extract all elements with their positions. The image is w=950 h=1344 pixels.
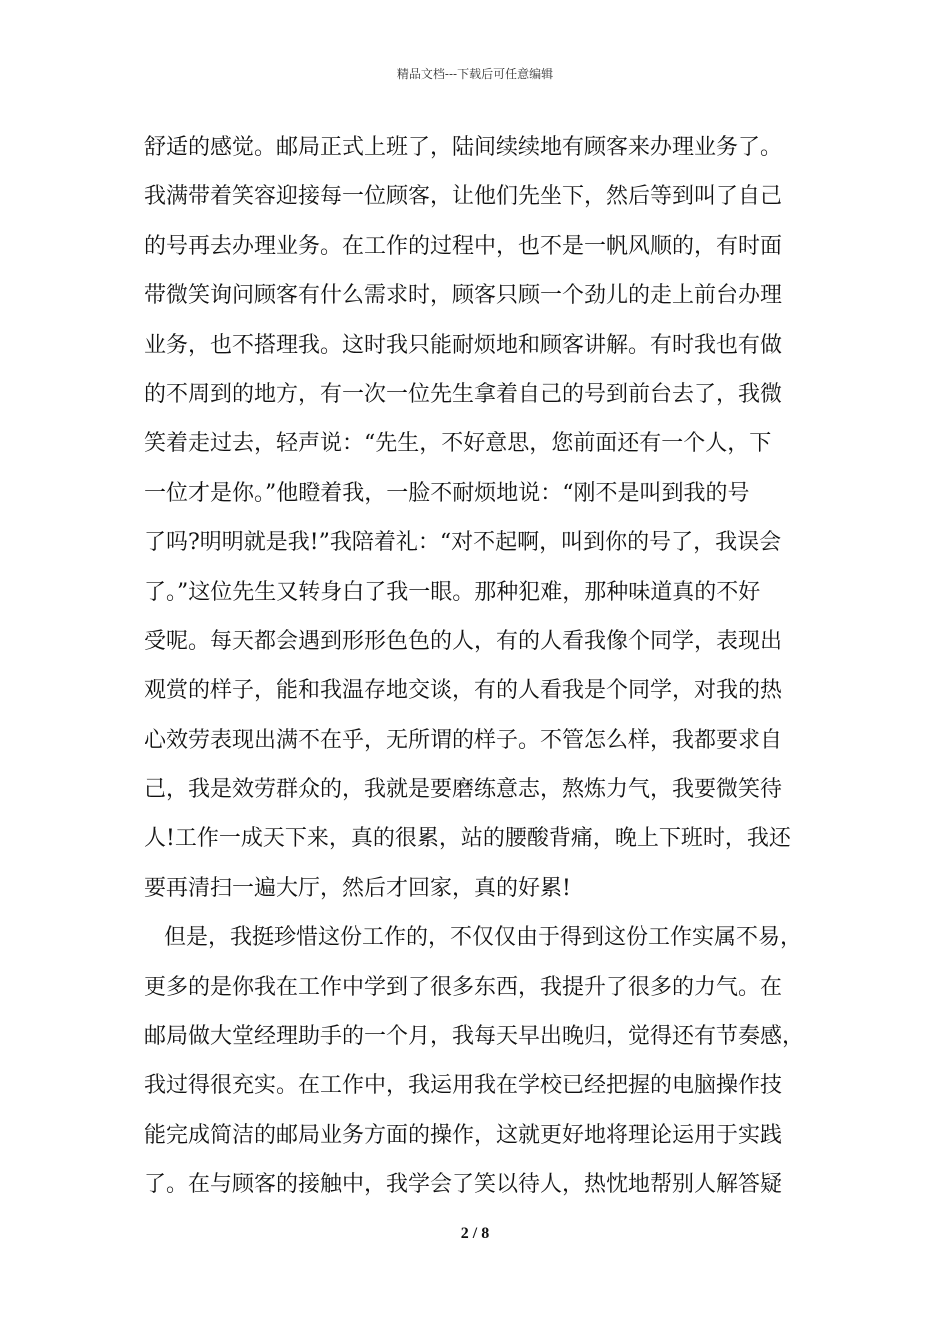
text-line: 我过得很充实。在工作中，我运用我在学校已经把握的电脑操作技 [144, 1073, 783, 1099]
text-line: 邮局做大堂经理助手的一个月，我每天早出晚归，觉得还有节奏感， [144, 1024, 805, 1050]
text-line: 了吗?明明就是我!”我陪着礼：“对不起啊，叫到你的号了，我误会 [144, 530, 782, 556]
text-line: 能完成简洁的邮局业务方面的操作，这就更好地将理论运用于实践 [144, 1122, 783, 1148]
text-line: 要再清扫一遍大厅，然后才回家，真的好累! [144, 875, 571, 901]
text-line: 心效劳表现出满不在乎，无所谓的样子。不管怎么样，我都要求自 [144, 727, 783, 753]
text-line: 观赏的样子，能和我温存地交谈，有的人看我是个同学，对我的热 [144, 678, 783, 704]
text-line: 人!工作一成天下来，真的很累，站的腰酸背痛，晚上下班时，我还 [144, 826, 791, 852]
text-line: 笑着走过去，轻声说：“先生，不好意思，您前面还有一个人，下 [144, 431, 772, 457]
text-line: 的号再去办理业务。在工作的过程中，也不是一帆风顺的，有时面 [144, 233, 783, 259]
text-line: 我满带着笑容迎接每一位顾客，让他们先坐下，然后等到叫了自己 [144, 184, 783, 210]
text-line: 一位才是你。”他瞪着我，一脸不耐烦地说：“刚不是叫到我的号 [144, 480, 750, 506]
page-header: 精品文档---下载后可任意编辑 [396, 67, 554, 81]
text-line: 的不周到的地方，有一次一位先生拿着自己的号到前台去了，我微 [144, 381, 783, 407]
text-line: 了。在与顾客的接触中，我学会了笑以待人，热忱地帮别人解答疑 [144, 1172, 783, 1198]
text-line: 更多的是你我在工作中学到了很多东西，我提升了很多的力气。在 [144, 974, 783, 1000]
text-line: 业务，也不搭理我。这时我只能耐烦地和顾客讲解。有时我也有做 [144, 332, 783, 358]
text-line: 了。”这位先生又转身白了我一眼。那种犯难，那种味道真的不好 [144, 579, 761, 605]
text-line: 带微笑询问顾客有什么需求时，顾客只顾一个劲儿的走上前台办理 [144, 283, 783, 309]
page-number: 2 / 8 [460, 1225, 490, 1242]
text-line: 受呢。每天都会遇到形形色色的人，有的人看我像个同学，表现出 [144, 628, 783, 654]
text-line: 舒适的感觉。邮局正式上班了，陆间续续地有顾客来办理业务了。 [144, 135, 783, 160]
text-line: 己，我是效劳群众的，我就是要磨练意志，熬炼力气，我要微笑待 [144, 777, 783, 803]
text-line-paragraph-start: 但是，我挺珍惜这份工作的，不仅仅由于得到这份工作实属不易， [164, 925, 803, 951]
document-body [144, 128, 824, 1215]
